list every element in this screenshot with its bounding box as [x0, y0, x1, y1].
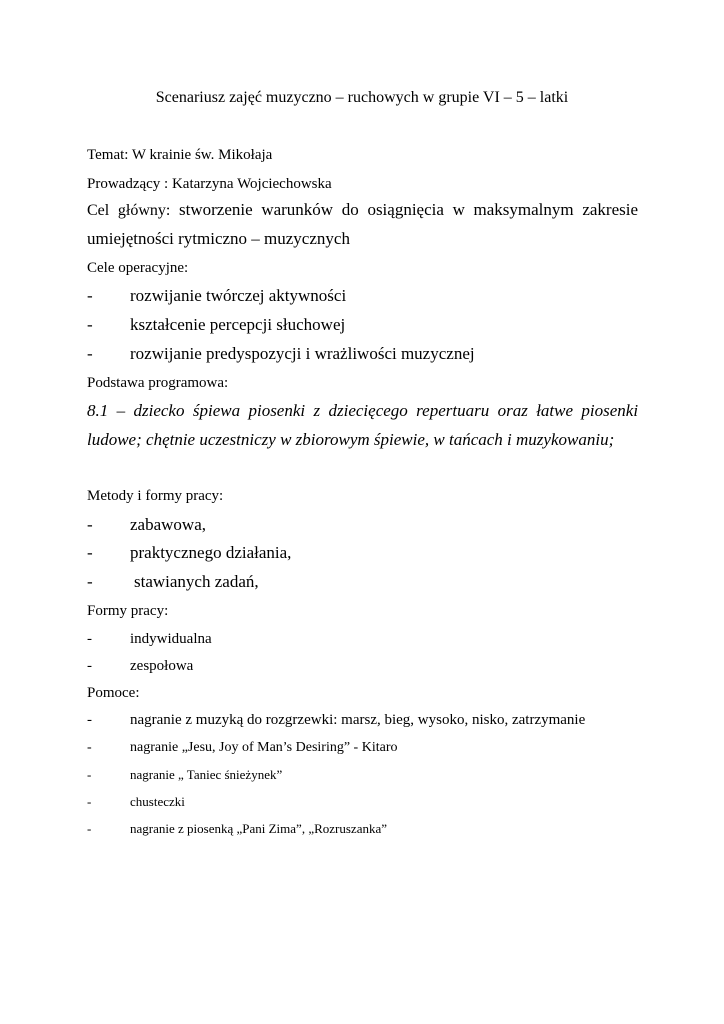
curriculum-line-1: [87, 401, 638, 421]
dash: -: [87, 315, 93, 334]
dash: -: [87, 543, 93, 562]
aids-heading: Pomoce:: [87, 685, 140, 701]
dash: -: [87, 740, 92, 755]
list-item-text: nagranie „Jesu, Joy of Man’s Desiring” - Kitaro: [130, 740, 398, 755]
list-item-text: praktycznego działania,: [130, 543, 292, 562]
word: –: [116, 401, 126, 420]
list-item-text: rozwijanie predyspozycji i wrażliwości muzycznej: [130, 344, 475, 363]
word: stworzenie: [179, 200, 253, 219]
instructor-line: Prowadzący : Katarzyna Wojciechowska: [87, 176, 332, 192]
word: Cel: [87, 202, 110, 219]
main-goal-line-1: [87, 200, 638, 221]
list-item-text: kształcenie percepcji słuchowej: [130, 315, 346, 334]
word: śpiewa: [192, 401, 241, 420]
dash: -: [87, 286, 93, 305]
dash: -: [87, 658, 92, 674]
word: w: [452, 200, 465, 219]
dash: -: [87, 515, 93, 534]
list-item-text: zabawowa,: [130, 515, 206, 534]
word: do: [341, 200, 359, 219]
word: dziecko: [133, 401, 185, 420]
topic-line: Temat: W krainie św. Mikołaja: [87, 147, 273, 163]
list-item-text: nagranie z muzyką do rozgrzewki: marsz, bieg, wysoko, nisko, zatrzymanie: [130, 712, 586, 728]
word: piosenki: [581, 401, 639, 420]
list-item-text: rozwijanie twórczej aktywności: [130, 286, 347, 305]
list-item-text: indywidualna: [130, 631, 212, 647]
word: oraz: [497, 401, 528, 420]
list-item-text: chusteczki: [130, 794, 185, 809]
word: dziecięcego: [328, 401, 408, 420]
operational-goals-heading: Cele operacyjne:: [87, 260, 189, 276]
list-item-text: nagranie „ Taniec śnieżynek”: [130, 767, 283, 782]
dash: -: [87, 821, 92, 836]
list-item-text: stawianych zadań,: [134, 572, 259, 591]
word: zakresie: [582, 200, 638, 219]
dash: -: [87, 572, 93, 591]
list-item-text: zespołowa: [130, 658, 194, 674]
dash: -: [87, 631, 92, 647]
word: piosenki: [248, 401, 306, 420]
word: łatwe: [536, 401, 574, 420]
dash: -: [87, 794, 92, 809]
word: główny:: [117, 202, 171, 219]
curriculum-line-2: ludowe; chętnie uczestniczy w zbiorowym śpiewie, w tańcach i muzykowaniu;: [87, 430, 615, 449]
main-goal-line-2: umiejętności rytmiczno – muzycznych: [87, 229, 350, 248]
document-title: Scenariusz zajęć muzyczno – ruchowych w grupie VI – 5 – latki: [155, 89, 569, 106]
word: osiągnięcia: [367, 200, 444, 219]
word: 8.1: [87, 401, 109, 420]
list-item-text: nagranie z piosenką „Pani Zima”, „Rozruszanka”: [130, 821, 387, 836]
methods-heading: Metody i formy pracy:: [87, 488, 224, 504]
word: z: [313, 401, 321, 420]
dash: -: [87, 712, 92, 728]
word: repertuaru: [416, 401, 490, 420]
dash: -: [87, 767, 92, 782]
word: warunków: [261, 200, 334, 219]
word: maksymalnym: [473, 200, 574, 219]
dash: -: [87, 344, 93, 363]
curriculum-heading: Podstawa programowa:: [87, 375, 229, 391]
work-forms-heading: Formy pracy:: [87, 603, 169, 619]
